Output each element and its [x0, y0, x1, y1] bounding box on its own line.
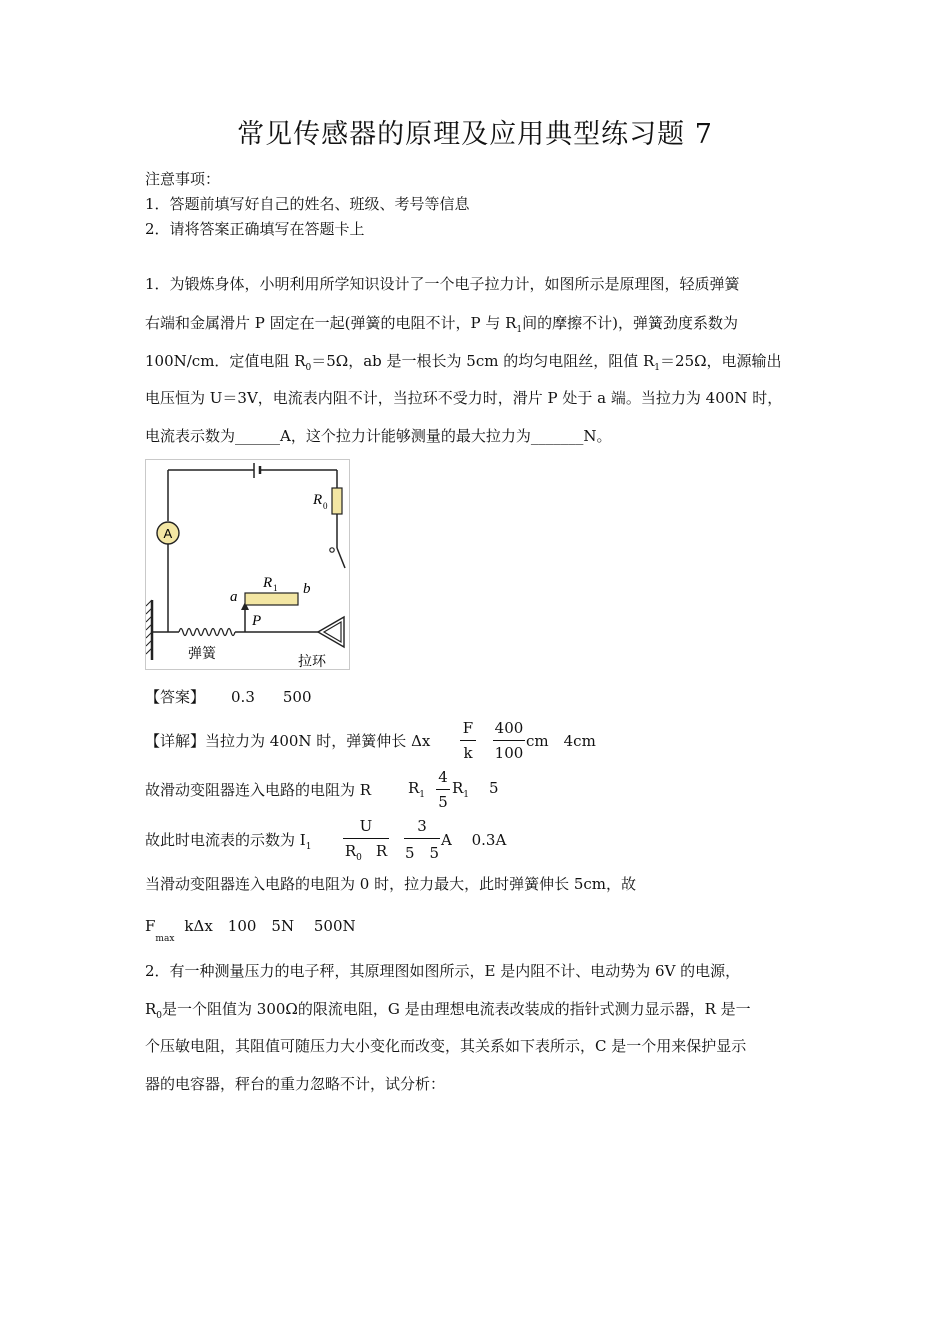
- ring-label: 拉环: [298, 654, 326, 669]
- notes-item-2: 2．请将答案正确填写在答题卡上: [145, 220, 365, 238]
- ammeter-label: A: [163, 526, 173, 541]
- fraction-u-over-r0-r: U $R_0$ R: [344, 817, 388, 863]
- detail-line-4: 当滑动变阻器连入电路的电阻为 0 时，拉力最大，此时弹簧伸长 5cm，故: [145, 875, 637, 893]
- answer-line: 【答案】 0.3 500: [145, 688, 312, 706]
- q1-line-3: 100N/cm．定值电阻 $R_0=5\Omega$，ab 是一根长为 5cm 的均匀电阻丝，阻值 $R_1=25\Omega$，电源输出: [145, 352, 782, 373]
- detail-line-2-r1: $R_1$: [408, 779, 426, 800]
- q1-line-1: 1．为锻炼身体，小明利用所学知识设计了一个电子拉力计，如图所示是原理图，轻质弹簧: [145, 275, 740, 293]
- slider-p-label: P: [252, 613, 262, 629]
- q2-line-4: 器的电容器，秤台的重力忽略不计，试分析：: [145, 1075, 446, 1093]
- circuit-figure: [145, 459, 350, 670]
- q2-line-1: 2．有一种测量压力的电子秤，其原理图如图所示，E 是内阻不计、电动势为 6V 的电源，: [145, 962, 741, 980]
- q2-line-2: $R_0$是一个阻值为 300Ω的限流电阻，G 是由理想电流表改装成的指针式测力显示器，R 是一: [145, 1000, 751, 1021]
- r1-resistor: [245, 593, 298, 605]
- r1-label: R: [263, 575, 273, 591]
- point-b-label: b: [303, 581, 311, 597]
- detail-line-5: $F_{max}k\Delta x$ 100 5N 500N: [145, 917, 356, 944]
- fraction-3-over-5-5: 3 5 5: [404, 817, 440, 862]
- q1-line-2: 右端和金属滑片 P 固定在一起(弹簧的电阻不计，P 与 $R_1$间的摩擦不计)，弹簧劲度系数为: [145, 314, 738, 335]
- fraction-400-over-100: 400 100: [494, 719, 524, 762]
- point-a-label: a: [230, 589, 238, 605]
- page-title: 常见传感器的原理及应用典型练习题 7: [237, 119, 713, 150]
- detail-line-2: 故滑动变阻器连入电路的电阻为 R: [145, 781, 372, 799]
- spring-label: 弹簧: [188, 646, 216, 662]
- fraction-4-over-5: 4 5: [436, 768, 450, 811]
- q1-line-4: 电压恒为 U＝3V，电流表内阻不计，当拉环不受力时，滑片 P 处于 a 端。当拉力为 400N 时，: [145, 389, 783, 407]
- detail-line-3-tail: A 0.3A: [441, 831, 507, 849]
- spring-coil: [179, 629, 235, 636]
- circuit-diagram: [146, 460, 349, 669]
- detail-line-1: 【详解】当拉力为 400N 时，弹簧伸长 Δx: [145, 732, 431, 750]
- r0-label: R: [313, 492, 323, 508]
- r1-label-sub: 1: [273, 583, 278, 593]
- switch-contact: [337, 548, 345, 568]
- fraction-f-over-k: F k: [460, 719, 476, 762]
- notes-heading: 注意事项：: [145, 170, 221, 188]
- detail-line-2-r1b: $R_1$ 5: [452, 779, 499, 800]
- notes-item-1: 1．答题前填写好自己的姓名、班级、考号等信息: [145, 195, 470, 213]
- q2-line-3: 个压敏电阻，其阻值可随压力大小变化而改变，其关系如下表所示，C 是一个用来保护显示: [145, 1037, 747, 1055]
- detail-line-1-tail: cm 4cm: [526, 732, 596, 750]
- q1-line-5: 电流表示数为______A，这个拉力计能够测量的最大拉力为_______N。: [145, 427, 612, 445]
- r0-label-sub: 0: [323, 501, 328, 511]
- detail-line-3: 故此时电流表的示数为 $I_1$: [145, 831, 312, 852]
- r0-resistor: [332, 488, 342, 514]
